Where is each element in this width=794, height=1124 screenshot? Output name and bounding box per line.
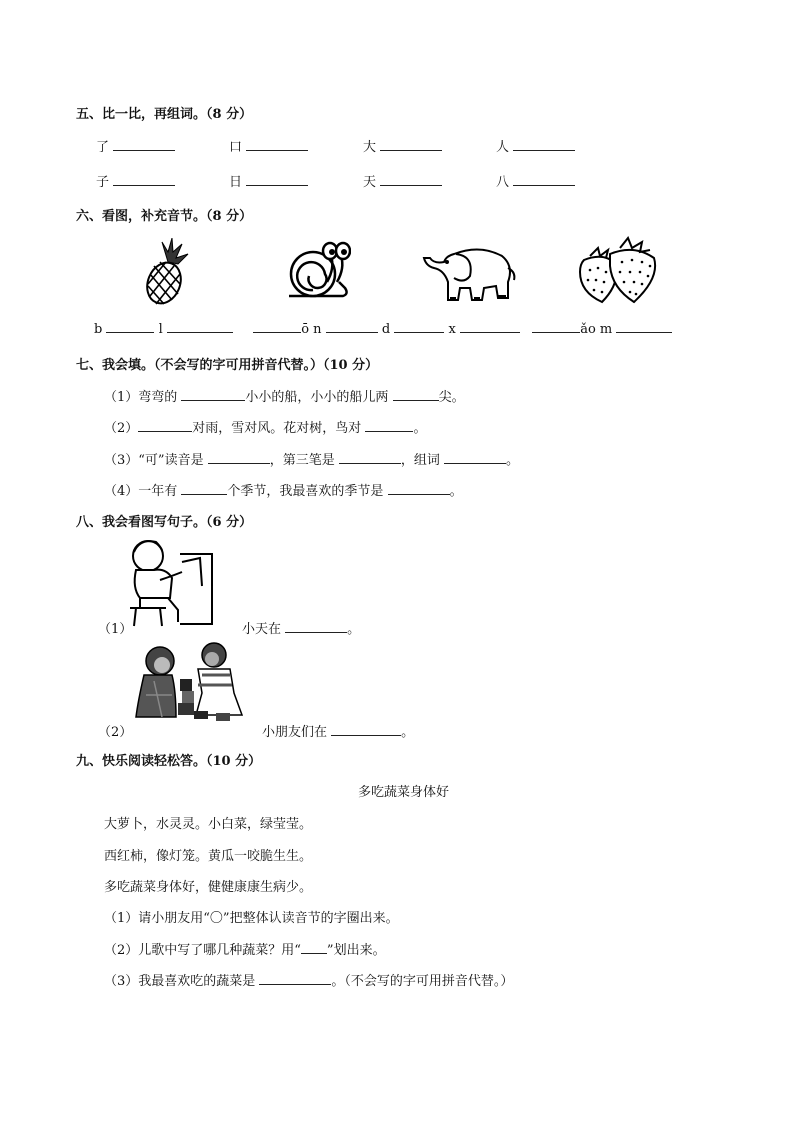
question-text: 。 bbox=[449, 484, 463, 499]
answer-blank[interactable] bbox=[460, 321, 520, 333]
answer-blank[interactable] bbox=[339, 452, 401, 464]
question-7-1 bbox=[104, 386, 465, 405]
answer-blank[interactable] bbox=[616, 321, 672, 333]
question-8-2 bbox=[98, 721, 132, 740]
char-label: 天 bbox=[363, 175, 377, 190]
question-number: （1） bbox=[98, 622, 133, 637]
section-9-title: 九、快乐阅读轻松答。（10 分） bbox=[76, 754, 262, 769]
question-text: 个季节，我最喜欢的季节是 bbox=[227, 484, 384, 499]
answer-blank[interactable] bbox=[388, 483, 450, 495]
char-row1-3 bbox=[363, 136, 442, 155]
answer-blank[interactable] bbox=[513, 139, 575, 151]
char-row2-4 bbox=[496, 171, 575, 190]
char-label: 人 bbox=[496, 140, 510, 155]
question-text: 对雨，雪对风。花对树，鸟对 bbox=[192, 421, 362, 436]
question-text: ”划出来。 bbox=[326, 943, 386, 958]
question-7-3 bbox=[104, 449, 519, 468]
question-text: 小天在 bbox=[242, 622, 282, 637]
char-label: 口 bbox=[229, 140, 243, 155]
answer-blank[interactable] bbox=[393, 389, 439, 401]
snail-image bbox=[285, 238, 351, 300]
question-text: 小小的船，小小的船儿两 bbox=[245, 390, 389, 405]
question-9-2 bbox=[104, 939, 386, 958]
answer-blank[interactable] bbox=[380, 174, 442, 186]
question-number: （2） bbox=[98, 725, 133, 740]
answer-blank[interactable] bbox=[365, 420, 413, 432]
pinyin-row bbox=[94, 321, 672, 337]
elephant-image bbox=[420, 238, 516, 304]
question-text: （1）弯弯的 bbox=[104, 390, 178, 405]
pinyin-initial: d bbox=[381, 322, 391, 337]
pinyin-initial: x bbox=[448, 322, 456, 337]
answer-blank[interactable] bbox=[167, 321, 233, 333]
question-8-1 bbox=[98, 618, 132, 637]
question-text: （3）我最喜欢吃的蔬菜是 bbox=[104, 974, 256, 989]
question-8-1-text bbox=[242, 618, 360, 637]
char-label: 八 bbox=[496, 175, 510, 190]
answer-blank[interactable] bbox=[513, 174, 575, 186]
question-text: 尖。 bbox=[438, 390, 465, 405]
question-text: 。（不会写的字可用拼音代替。） bbox=[331, 974, 514, 989]
answer-blank[interactable] bbox=[113, 139, 175, 151]
answer-blank[interactable] bbox=[331, 724, 401, 736]
question-text: ，组词 bbox=[400, 453, 440, 468]
answer-blank[interactable] bbox=[394, 321, 444, 333]
question-7-4 bbox=[104, 480, 463, 499]
char-row2-1 bbox=[96, 171, 175, 190]
question-text: （4）一年有 bbox=[104, 484, 178, 499]
answer-blank[interactable] bbox=[181, 483, 227, 495]
answer-blank[interactable] bbox=[246, 139, 308, 151]
char-label: 日 bbox=[229, 175, 243, 190]
pinyin-initial: l bbox=[158, 322, 163, 337]
answer-blank[interactable] bbox=[253, 321, 301, 333]
poem-title: 多吃蔬菜身体好 bbox=[358, 785, 450, 800]
question-9-3 bbox=[104, 970, 513, 989]
section-6-title: 六、看图，补充音节。（8 分） bbox=[76, 209, 253, 224]
question-text: （2） bbox=[104, 421, 139, 436]
question-text: 。 bbox=[506, 453, 520, 468]
answer-blank[interactable] bbox=[138, 420, 192, 432]
poem-line-3: 多吃蔬菜身体好，健健康康生病少。 bbox=[104, 880, 313, 895]
answer-blank[interactable] bbox=[259, 973, 331, 985]
char-row2-2 bbox=[229, 171, 308, 190]
pinyin-final: ǎo m bbox=[580, 322, 613, 337]
section-5-title: 五、比一比，再组词。（8 分） bbox=[76, 107, 253, 122]
char-row1-4 bbox=[496, 136, 575, 155]
question-text: ，第三笔是 bbox=[269, 453, 335, 468]
answer-blank[interactable] bbox=[181, 389, 245, 401]
answer-blank[interactable] bbox=[208, 452, 270, 464]
question-8-2-text bbox=[262, 721, 414, 740]
question-text: 小朋友们在 bbox=[262, 725, 328, 740]
char-label: 了 bbox=[96, 140, 110, 155]
boy-drawing-image bbox=[126, 536, 218, 628]
answer-blank[interactable] bbox=[380, 139, 442, 151]
answer-blank[interactable] bbox=[246, 174, 308, 186]
section-8-title: 八、我会看图写句子。（6 分） bbox=[76, 515, 253, 530]
question-text: 。 bbox=[413, 421, 427, 436]
pinyin-initial: b bbox=[94, 322, 103, 337]
char-row1-2 bbox=[229, 136, 308, 155]
answer-blank[interactable] bbox=[285, 621, 347, 633]
char-row1-1 bbox=[96, 136, 175, 155]
question-text: （3）“可”读音是 bbox=[104, 453, 204, 468]
answer-blank[interactable] bbox=[532, 321, 580, 333]
answer-blank[interactable] bbox=[113, 174, 175, 186]
strawberries-image bbox=[576, 236, 660, 306]
char-row2-3 bbox=[363, 171, 442, 190]
pinyin-final: ō n bbox=[301, 322, 322, 337]
answer-blank[interactable] bbox=[106, 321, 154, 333]
question-7-2 bbox=[104, 417, 426, 436]
section-7-title: 七、我会填。（不会写的字可用拼音代替。）（10 分） bbox=[76, 358, 379, 373]
poem-line-2: 西红柿，像灯笼。黄瓜一咬脆生生。 bbox=[104, 849, 313, 864]
question-text: （2）儿歌中写了哪几种蔬菜？用“ bbox=[104, 943, 301, 958]
question-9-1: （1）请小朋友用“〇”把整体认读音节的字圈出来。 bbox=[104, 911, 399, 926]
poem-line-1: 大萝卜，水灵灵。小白菜，绿莹莹。 bbox=[104, 817, 313, 832]
question-text: 。 bbox=[401, 725, 415, 740]
pineapple-image bbox=[138, 238, 194, 306]
char-label: 子 bbox=[96, 175, 110, 190]
question-text: 。 bbox=[347, 622, 361, 637]
kids-building-blocks-image bbox=[132, 641, 254, 723]
answer-blank[interactable] bbox=[444, 452, 506, 464]
answer-blank[interactable] bbox=[326, 321, 378, 333]
underline-sample bbox=[301, 942, 327, 954]
char-label: 大 bbox=[363, 140, 377, 155]
